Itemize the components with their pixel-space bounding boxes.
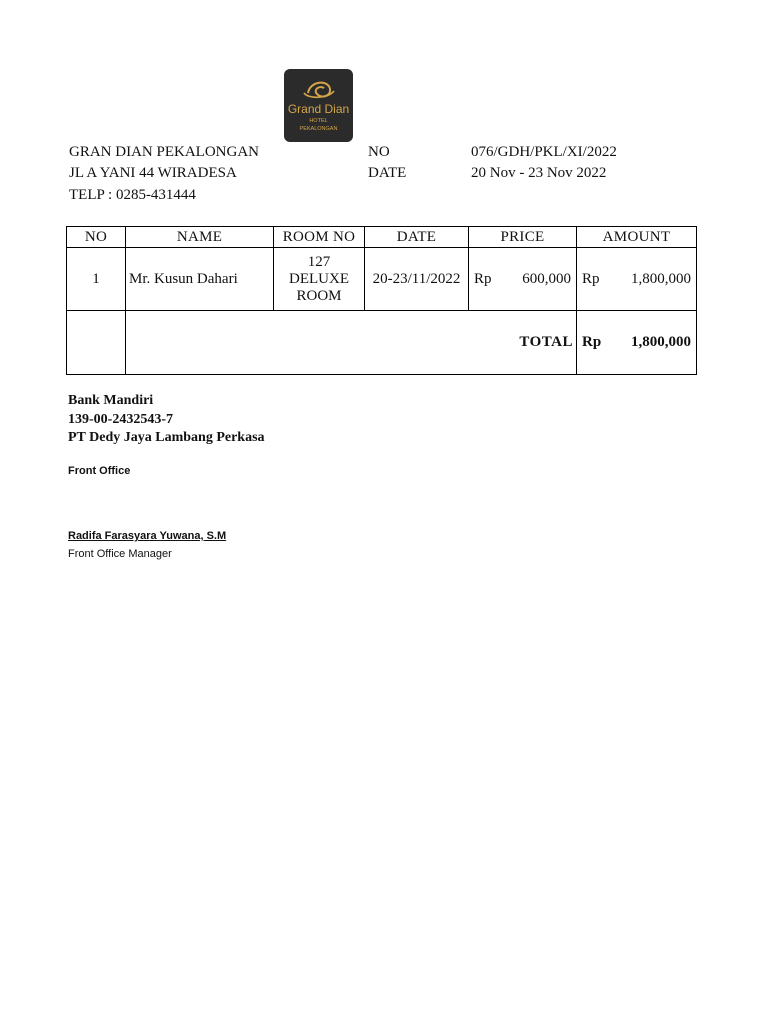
hotel-logo-icon (284, 69, 353, 142)
invoice-date-label: DATE (368, 165, 407, 181)
total-empty-cell (67, 311, 126, 375)
invoice-table (66, 226, 697, 375)
cell-room (274, 248, 365, 311)
column-header-amount: AMOUNT (577, 227, 697, 248)
price-value: 600,000 (522, 270, 571, 287)
total-amount: 1,800,000 (631, 334, 691, 350)
room-type-line2: ROOM (296, 287, 342, 304)
table-row (67, 248, 697, 311)
room-number: 127 (307, 253, 331, 270)
total-row (67, 311, 697, 375)
bank-account: 139-00-2432543-7 (68, 411, 173, 427)
invoice-date-value: 20 Nov - 23 Nov 2022 (471, 165, 607, 181)
invoice-no-label: NO (368, 144, 390, 160)
total-cell (577, 311, 697, 375)
cell-date: 20-23/11/2022 (365, 248, 469, 311)
total-currency: Rp (582, 334, 602, 350)
bank-name: Bank Mandiri (68, 393, 154, 408)
column-header-date: DATE (365, 227, 469, 248)
cell-no: 1 (67, 248, 126, 311)
hotel-address: JL A YANI 44 WIRADESA (69, 165, 237, 181)
logo-line3: PEKALONGAN (299, 126, 338, 132)
logo-name: Grand Dian (287, 102, 350, 116)
cell-price (469, 248, 577, 311)
cell-amount (577, 248, 697, 311)
column-header-no: NO (67, 227, 126, 248)
cell-name: Mr. Kusun Dahari (126, 248, 274, 311)
logo-line2: HOTEL (309, 118, 328, 124)
room-type-line1: DELUXE (289, 270, 349, 287)
hotel-logo (284, 69, 353, 142)
amount-currency: Rp (582, 270, 600, 287)
signer-title: Front Office Manager (68, 548, 172, 560)
column-header-name: NAME (126, 227, 274, 248)
price-currency: Rp (474, 270, 492, 287)
hotel-name: GRAN DIAN PEKALONGAN (69, 144, 259, 160)
bank-holder: PT Dedy Jaya Lambang Perkasa (68, 430, 265, 445)
invoice-no-value: 076/GDH/PKL/XI/2022 (471, 144, 617, 160)
department-label: Front Office (68, 465, 131, 477)
column-header-price: PRICE (469, 227, 577, 248)
column-header-room-no: ROOM NO (274, 227, 365, 248)
signer-name: Radifa Farasyara Yuwana, S.M (68, 530, 227, 542)
amount-value: 1,800,000 (631, 270, 691, 287)
hotel-telp: TELP : 0285-431444 (69, 187, 196, 203)
bank-details (68, 392, 265, 448)
table-header-row (67, 227, 697, 248)
total-label: TOTAL (126, 311, 577, 375)
